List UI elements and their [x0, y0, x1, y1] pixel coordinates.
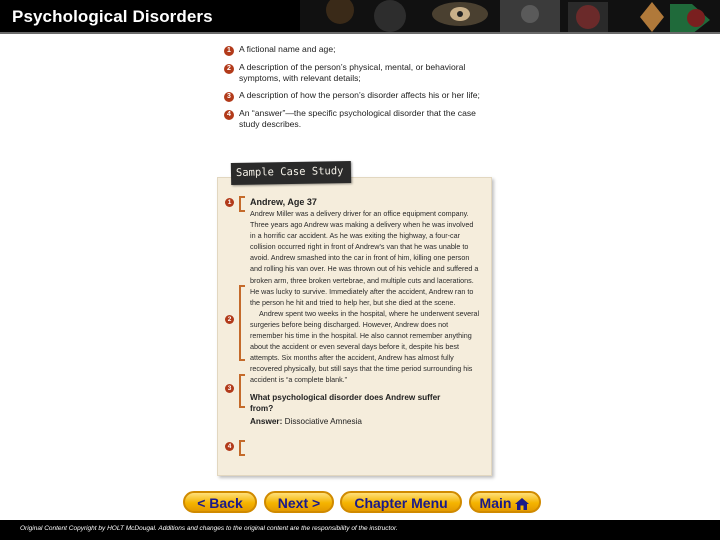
step-text: A description of how the person’s disorder affects his or her life; — [239, 90, 480, 100]
marker-3-icon: 3 — [225, 384, 234, 393]
bracket-2 — [239, 285, 245, 361]
marker-1-icon: 1 — [225, 198, 234, 207]
header-decoration — [300, 0, 720, 34]
step-number-icon: 1 — [224, 46, 234, 56]
case-paragraph-1: Andrew Miller was a delivery driver for an office equipment company. Three years ago Andrew was making a delivery when he was involved in a horrific car accident. As he was exiting the highway, a four-car collision occurred right in front of Andrew’s van that he was unable to avoid. Andrew smashed into the car in front of him, killing one person and rolling his van over. He was thrown out of his vehicle and suffered a broken arm, three broken vertebrae, and multiple cuts and lacerations. He was lucky to survive. Immediately after the accident, Andrew ran to the person he hit and tried to help her, but she died at the scene. — [250, 209, 479, 307]
main-button-label: Main — [479, 495, 512, 511]
header-bar — [0, 0, 720, 34]
footer-bar — [0, 520, 720, 540]
step-text: A description of the person’s physical, mental, or behavioral symptoms, with relevant details; — [239, 62, 466, 83]
next-button[interactable]: Next > — [264, 491, 334, 513]
bracket-3 — [239, 374, 245, 408]
instructions-list — [224, 44, 494, 136]
back-button[interactable]: < Back — [183, 491, 257, 513]
step-number-icon: 3 — [224, 92, 234, 102]
bracket-1 — [239, 196, 245, 212]
case-study-body — [250, 197, 480, 428]
list-item — [224, 108, 494, 130]
case-paragraph-2: Andrew spent two weeks in the hospital, where he underwent several surgeries before being discharged. However, Andrew does not remember his time in the hospital. He also cannot remember anything about the accident or even several days before it, despite his best attempts. Six months after the accident, Andrew has almost fully recovered physically, but still says that the time period surrounding his accident is “a complete blank.” — [250, 308, 480, 385]
case-heading: Andrew, Age 37 — [250, 197, 317, 207]
marker-2-icon: 2 — [225, 315, 234, 324]
step-number-icon: 4 — [224, 110, 234, 120]
page-title: Psychological Disorders — [12, 7, 213, 26]
list-item — [224, 44, 494, 56]
answer-label: Answer: — [250, 416, 283, 426]
list-item — [224, 90, 494, 102]
step-number-icon: 2 — [224, 64, 234, 74]
step-text: An “answer”—the specific psychological disorder that the case study describes. — [239, 108, 476, 129]
chapter-menu-button[interactable]: Chapter Menu — [340, 491, 462, 513]
case-study-tab — [231, 161, 351, 185]
marker-4-icon: 4 — [225, 442, 234, 451]
step-text: A fictional name and age; — [239, 44, 336, 54]
copyright-text: Original Content Copyright by HOLT McDougal. Additions and changes to the original content are the responsibility of the instructor. — [20, 525, 398, 532]
header-divider — [0, 32, 720, 34]
case-answer — [250, 416, 480, 428]
main-button[interactable] — [469, 491, 541, 513]
home-icon — [514, 497, 530, 511]
list-item — [224, 62, 494, 84]
answer-value: Dissociative Amnesia — [284, 416, 362, 426]
bracket-4 — [239, 440, 245, 456]
case-question: What psychological disorder does Andrew suffer from? — [250, 392, 441, 413]
case-study-tab-label: Sample Case Study — [235, 165, 344, 179]
